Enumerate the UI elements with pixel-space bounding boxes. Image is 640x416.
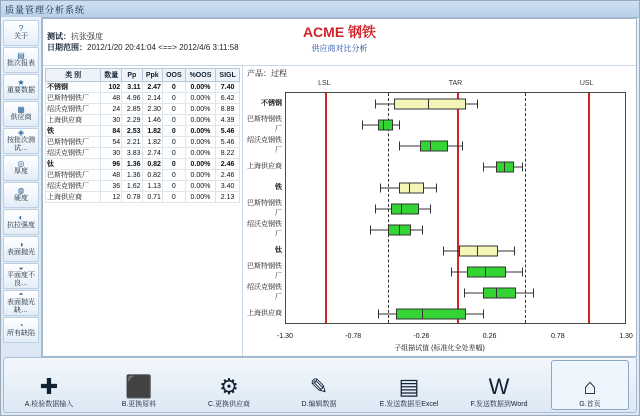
table-cell: 2.13 [216,192,240,203]
rail-item-label: 按批次测试… [7,137,35,152]
whisker-cap [477,99,478,108]
table-row[interactable] [46,93,240,104]
rail-icon: ◒ [18,263,24,272]
toolbar-icon: ✎ [309,374,329,399]
toolbar-button-label: G.首页 [579,401,601,408]
box[interactable] [399,182,425,193]
panels [43,66,636,356]
table-cell: 54 [101,137,122,148]
table-cell: 1.82 [142,137,162,148]
table-cell: 0.00% [185,170,215,181]
rail-item-8[interactable] [3,236,39,262]
spec-label-lsl: LSL [318,80,331,87]
rail-item-label: 表面抛光 [7,249,35,256]
table-cell: 1.62 [122,181,142,192]
toolbar-button-label: D.编辑数据 [301,401,337,408]
box[interactable] [483,288,516,299]
table-cell: 0.00% [185,115,215,126]
table-cell: 巴斯特钢铁厂 [46,170,101,181]
table-row[interactable] [46,104,240,115]
toolbar-button-5[interactable] [461,361,537,409]
rail-item-9[interactable] [3,263,39,289]
table-cell: 0 [162,137,185,148]
whisker-cap [464,289,465,298]
table-cell: 48 [101,170,122,181]
rail-item-11[interactable] [3,317,39,343]
median-line [399,226,400,235]
table-cell: 2.14 [142,93,162,104]
table-cell: 7.40 [216,82,240,93]
table-col-4[interactable]: OOS [162,69,185,82]
toolbar-icon: ⚙ [219,374,239,399]
category-label: 绍沃克钢铁厂 [247,136,282,154]
rail-item-label: 重要数据 [7,87,35,94]
table-cell: 绍沃克钢铁厂 [46,104,101,115]
table-cell: 0 [162,126,185,137]
toolbar-button-0[interactable] [11,361,87,409]
table-cell: 0.78 [122,192,142,203]
table-cell: 30 [101,148,122,159]
rail-icon: ◑ [18,240,24,249]
table-cell: 4.96 [122,93,142,104]
x-tick-label: -1.30 [277,333,293,340]
box[interactable] [396,309,466,320]
table-cell: 2.53 [122,126,142,137]
table-cell: 不锈钢 [46,82,101,93]
category-label: 巴斯特钢铁厂 [247,115,282,133]
boxplot-plot-area [285,92,626,324]
rail-item-label: 关于 [14,33,28,40]
table-cell: 上海供应商 [46,115,101,126]
chart-xlabel: 子组描试值 (标准化全处差幅) [394,345,485,352]
table-cell: 0.00% [185,192,215,203]
table-cell: 2.74 [142,148,162,159]
table-cell: 1.82 [142,126,162,137]
summary-table [45,68,240,203]
whisker-cap [443,247,444,256]
box[interactable] [391,204,419,215]
x-tick-label: -0.78 [345,333,362,340]
table-cell: 2.85 [122,104,142,115]
whisker-cap [380,183,381,192]
table-cell: 0.00% [185,104,215,115]
table-cell: 0 [162,148,185,159]
table-row[interactable] [46,159,240,170]
rail-item-1[interactable] [3,47,39,73]
table-cell: 铁 [46,126,101,137]
table-row[interactable] [46,148,240,159]
table-cell: 1.36 [122,170,142,181]
toolbar-icon: W [488,374,510,399]
rail-item-label: 表面抛光缺… [7,299,35,314]
table-cell: 2.30 [142,104,162,115]
table-col-0[interactable]: 类 别 [46,69,101,82]
toolbar-button-label: F.发送数据到Word [470,401,528,408]
summary-table-panel [43,66,243,356]
spec-label-tar: TAR [448,80,463,87]
table-cell: 3.83 [122,148,142,159]
median-line [504,162,505,171]
bottom-toolbar [3,357,637,413]
table-cell: 0 [162,104,185,115]
report-meta [47,31,239,53]
table-cell: 0.71 [142,192,162,203]
table-col-3[interactable]: Ppk [142,69,162,82]
spec-line-lsl [325,93,327,323]
window-title: 质量管理分析系统 [5,4,86,15]
median-line [409,183,410,192]
table-cell: 绍沃克钢铁厂 [46,181,101,192]
toolbar-button-2[interactable] [191,361,267,409]
category-label: 上海供应商 [247,310,282,318]
whisker-cap [483,162,484,171]
category-label: 钛 [275,247,282,255]
median-line [496,289,497,298]
rail-item-label: 抗拉强度 [7,222,35,229]
rail-item-label: 供应商 [10,114,32,121]
table-col-5[interactable]: %OOS [185,69,215,82]
rail-icon: ◔ [18,321,24,330]
toolbar-icon: ▤ [398,374,420,399]
toolbar-button-label: A.检验数据输入 [24,401,74,408]
category-label: 巴斯特钢铁厂 [247,200,282,217]
table-cell: 0 [162,115,185,126]
table-cell: 0.00% [185,93,215,104]
rail-item-0[interactable] [3,20,39,46]
box[interactable] [420,140,448,151]
table-cell: 30 [101,115,122,126]
table-cell: 0.00% [185,137,215,148]
table-cell: 84 [101,126,122,137]
title-bar [1,1,639,18]
table-cell: 绍沃克钢铁厂 [46,148,101,159]
content-area [42,18,637,357]
box[interactable] [388,225,411,236]
table-cell: 24 [101,104,122,115]
table-cell: 0 [162,170,185,181]
rail-item-label: 厚度 [14,168,28,175]
whisker-cap [533,289,534,298]
table-body [46,82,240,203]
range-label: 日期范围： [47,43,87,52]
table-cell: 0 [162,181,185,192]
whisker-cap [522,268,523,277]
toolbar-button-4[interactable] [371,361,447,409]
rail-item-label: 批次报表 [7,60,35,67]
rail-item-10[interactable] [3,290,39,316]
median-line [477,247,478,256]
whisker-cap [370,226,371,235]
whisker-cap [451,268,452,277]
table-cell: 0 [162,93,185,104]
table-cell: 2.46 [216,170,240,181]
table-cell: 3.40 [216,181,240,192]
median-line [422,310,423,319]
dashed-line-1 [525,93,526,323]
table-cell: 0 [162,192,185,203]
rail-icon: ◈ [17,128,25,137]
table-cell: 96 [101,159,122,170]
chart-title: 产品：过程 [247,69,287,78]
rail-item-7[interactable] [3,209,39,235]
table-cell: 8.89 [216,104,240,115]
toolbar-button-label: B.更换原料 [121,401,157,408]
category-label: 上海供应商 [247,162,282,170]
whisker-cap [514,247,515,256]
brand-block [303,22,376,54]
whisker-cap [375,205,376,214]
toolbar-icon: ✚ [39,374,59,399]
table-cell: 12 [101,192,122,203]
table-col-2[interactable]: Pp [122,69,142,82]
toolbar-button-label: E.发送数据至Excel [379,401,439,408]
table-col-6[interactable]: SIGL [216,69,240,82]
toolbar-icon: ⬛ [125,374,153,399]
test-label: 测试： [47,32,71,41]
median-line [401,205,402,214]
table-cell: 0.00% [185,159,215,170]
x-tick-label: -0.26 [413,333,430,340]
box[interactable] [394,98,467,109]
rail-icon: ▤ [17,51,25,60]
whisker-cap [378,310,379,319]
table-header-row [46,69,240,82]
rail-icon: ◐ [18,213,24,222]
box[interactable] [467,267,506,278]
rail-icon: ★ [17,78,25,87]
table-cell: 0.00% [185,82,215,93]
table-row[interactable] [46,137,240,148]
rail-icon: ◎ [17,159,25,168]
rail-icon: ◍ [17,186,25,195]
test-value: 抗张强度 [71,32,103,41]
rail-icon: ? [18,24,24,33]
spec-line-usl [588,93,590,323]
table-cell: 4.39 [216,115,240,126]
table-cell: 2.21 [122,137,142,148]
toolbar-icon: ⌂ [583,374,597,399]
table-cell: 钛 [46,159,101,170]
table-cell: 1.13 [142,181,162,192]
x-tick-label: 0.78 [550,333,565,340]
median-line [383,120,384,129]
table-cell: 36 [101,181,122,192]
table-row[interactable] [46,170,240,181]
rail-item-label: 硬度 [14,195,28,202]
rail-icon: ▦ [17,105,25,114]
table-cell: 0.00% [185,126,215,137]
table-cell: 0 [162,159,185,170]
whisker-cap [422,226,423,235]
toolbar-button-1[interactable] [101,361,177,409]
box[interactable] [378,119,393,130]
range-value: 2012/1/20 20:41:04 <==> 2012/4/6 3:11:58 [87,43,239,52]
median-line [485,268,486,277]
table-row[interactable] [46,192,240,203]
category-label: 绍沃克钢铁厂 [247,284,282,302]
table-cell: 0.00% [185,148,215,159]
table-cell: 8.22 [216,148,240,159]
rail-item-label: 所有缺陷 [7,330,35,337]
category-label: 巴斯特钢铁厂 [247,263,282,281]
table-cell: 102 [101,82,122,93]
table-row[interactable] [46,181,240,192]
table-cell: 5.46 [216,126,240,137]
table-cell: 巴斯特钢铁厂 [46,137,101,148]
table-cell: 0.00% [185,181,215,192]
median-line [428,99,429,108]
table-cell: 1.36 [122,159,142,170]
spec-line-tar [457,93,459,323]
whisker-cap [362,120,363,129]
table-cell: 2.47 [142,82,162,93]
category-label: 绍沃克钢铁厂 [247,221,282,239]
table-cell: 6.42 [216,93,240,104]
toolbar-button-3[interactable] [281,361,357,409]
whisker-cap [522,162,523,171]
spec-label-usl: USL [579,80,594,87]
table-row[interactable] [46,115,240,126]
whisker-cap [430,205,431,214]
table-cell: 0.82 [142,159,162,170]
table-cell: 2.46 [216,159,240,170]
left-navigation-rail [1,17,42,357]
whisker-cap [399,120,400,129]
toolbar-button-6[interactable] [551,360,629,410]
table-cell: 3.11 [122,82,142,93]
boxplot-panel [243,66,636,356]
report-header [43,19,636,66]
whisker-cap [375,99,376,108]
rail-item-3[interactable] [3,101,39,127]
table-cell: 巴斯特钢铁厂 [46,93,101,104]
whisker-cap [462,141,463,150]
whisker-cap [399,141,400,150]
rail-item-4[interactable] [3,128,39,154]
whisker-cap [436,183,437,192]
rail-icon: ◓ [18,290,24,299]
rail-item-5[interactable] [3,155,39,181]
category-label: 不锈钢 [261,99,282,107]
table-cell: 0.82 [142,170,162,181]
table-cell: 2.29 [122,115,142,126]
rail-item-label: 平面度不良… [7,272,35,287]
median-line [430,141,431,150]
table-cell: 48 [101,93,122,104]
x-tick-label: 0.26 [482,333,497,340]
brand-subtitle: 供应商对比分析 [311,44,368,53]
table-cell: 上海供应商 [46,192,101,203]
whisker-cap [483,310,484,319]
table-cell: 1.46 [142,115,162,126]
table-cell: 5.46 [216,137,240,148]
box[interactable] [496,161,514,172]
category-label: 铁 [275,183,282,191]
table-col-1[interactable]: 数量 [101,69,122,82]
table-cell: 0 [162,82,185,93]
x-tick-label: 1.30 [619,333,633,340]
toolbar-button-label: C.更换供应商 [208,401,250,408]
rail-item-2[interactable] [3,74,39,100]
table-row[interactable] [46,126,240,137]
brand-name: ACME 钢铁 [302,24,377,40]
table-row[interactable] [46,82,240,93]
rail-item-6[interactable] [3,182,39,208]
